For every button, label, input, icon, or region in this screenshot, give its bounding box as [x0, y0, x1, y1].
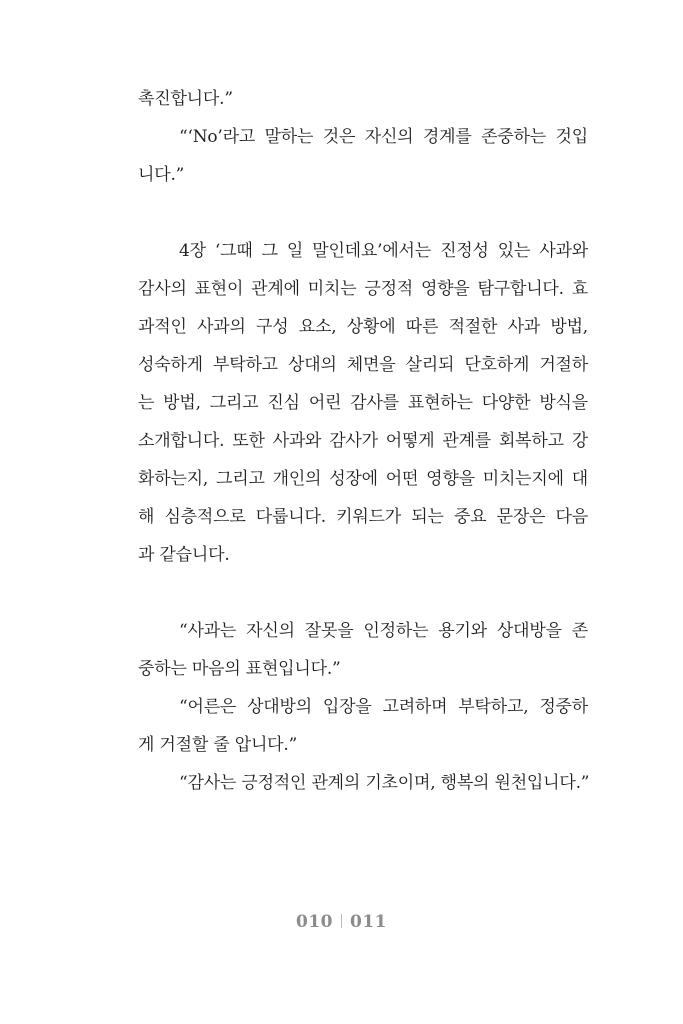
paragraph-gap [138, 194, 588, 232]
folio-divider [341, 914, 342, 928]
left-page-number: 010 [296, 912, 333, 932]
quote-line: 게 거절할 줄 압니다.” [138, 735, 298, 755]
paragraph-gap [138, 574, 588, 612]
text-line: 감사의 표현이 관계에 미치는 긍정적 영향을 탐구합니다. 효 [138, 279, 588, 299]
text-line: 해 심층적으로 다룹니다. 키워드가 되는 중요 문장은 다음 [138, 507, 588, 527]
quote-line: “감사는 긍정적인 관계의 기초이며, 행복의 원천입니다.” [179, 773, 590, 793]
text-line: 화하는지, 그리고 개인의 성장에 어떤 영향을 미치는지에 대 [138, 469, 588, 489]
text-line: 4장 ‘그때 그 일 말인데요’에서는 진정성 있는 사과와 [179, 241, 588, 261]
body-text [138, 80, 588, 802]
quote-line: “어른은 상대방의 입장을 고려하며 부탁하고, 정중하 [179, 697, 588, 717]
quote-line: 중하는 마음의 표현입니다.” [138, 659, 341, 679]
text-line: 과적인 사과의 구성 요소, 상황에 따른 적절한 사과 방법, [138, 317, 588, 337]
text-line: 니다.” [138, 165, 185, 185]
quote-line: “사과는 자신의 잘못을 인정하는 용기와 상대방을 존 [179, 621, 588, 641]
page-numbers [0, 912, 683, 932]
right-page-number: 011 [350, 912, 387, 932]
text-line: “‘No’라고 말하는 것은 자신의 경계를 존중하는 것입 [179, 127, 588, 147]
text-line: 는 방법, 그리고 진심 어린 감사를 표현하는 다양한 방식을 [138, 393, 588, 413]
text-line: 소개합니다. 또한 사과와 감사가 어떻게 관계를 회복하고 강 [138, 431, 588, 451]
text-line: 성숙하게 부탁하고 상대의 체면을 살리되 단호하게 거절하 [138, 355, 588, 375]
text-line: 촉진합니다.” [138, 89, 233, 109]
text-line: 과 같습니다. [138, 545, 230, 565]
